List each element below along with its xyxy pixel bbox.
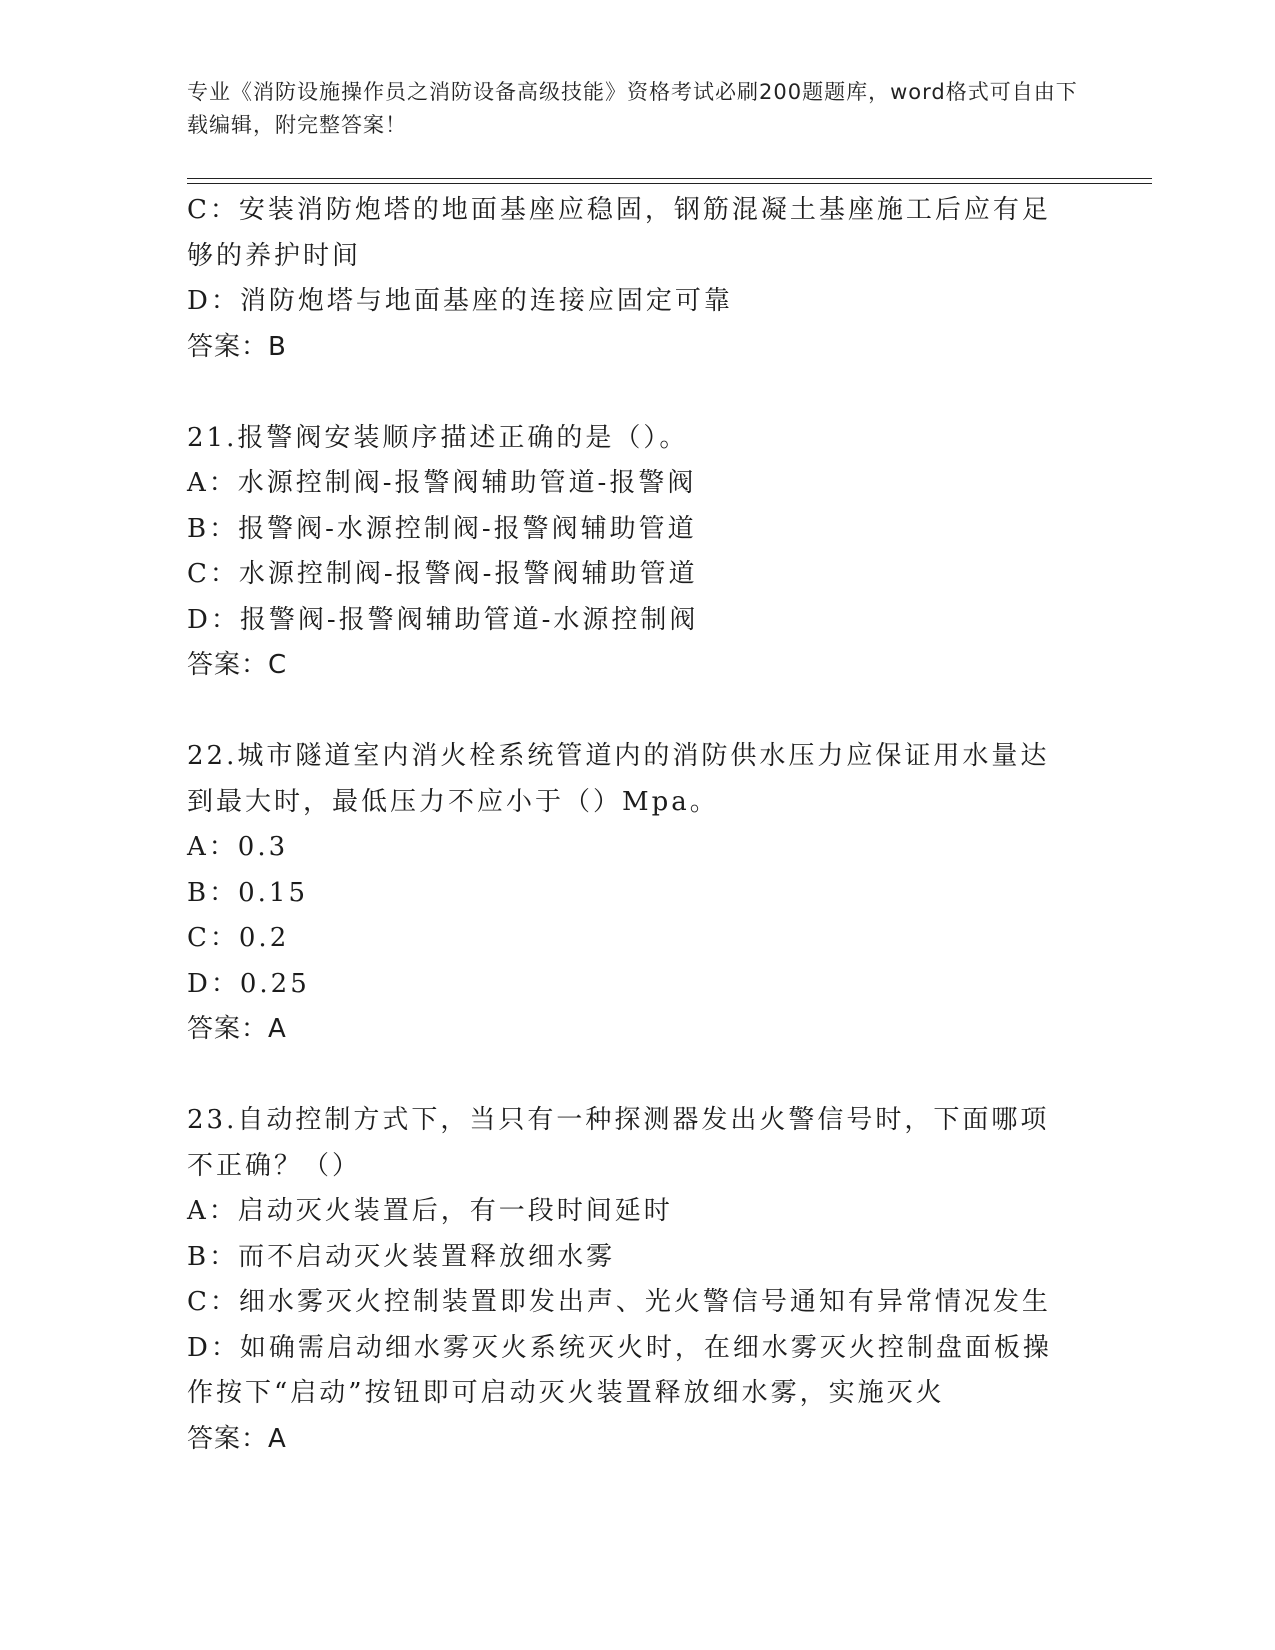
- q22-answer: 答案：A: [187, 1014, 287, 1044]
- q22-question: 22.城市隧道室内消火栓系统管道内的消防供水压力应保证用水量达到最大时，最低压力不应小于（）Mpa。: [187, 741, 1050, 817]
- q23-option-b: B：而不启动灭火装置释放细水雾: [187, 1241, 616, 1272]
- q21-question: 21.报警阀安装顺序描述正确的是（）。: [187, 422, 689, 453]
- spacer: [187, 689, 1077, 735]
- question-content: [187, 188, 1077, 1462]
- header-divider-bottom: [187, 183, 1152, 184]
- q23-option-c: C：细水雾灭火控制装置即发出声、光火警信号通知有异常情况发生: [187, 1287, 1051, 1317]
- q23-option-a: A：启动灭火装置后，有一段时间延时: [187, 1196, 673, 1226]
- q21-option-d: D：报警阀-报警阀辅助管道-水源控制阀: [187, 604, 699, 635]
- q22-option-a: A：0.3: [187, 832, 289, 862]
- spacer: [187, 370, 1077, 416]
- q22-option-c: C：0.2: [187, 923, 290, 953]
- page-header: 专业《消防设施操作员之消防设备高级技能》资格考试必刷200题题库，word格式可自由下载编辑，附完整答案！: [187, 80, 1078, 137]
- prev-option-d: D：消防炮塔与地面基座的连接应固定可靠: [187, 286, 733, 316]
- prev-option-c: C：安装消防炮塔的地面基座应稳固，钢筋混凝土基座施工后应有足够的养护时间: [187, 195, 1051, 271]
- q23-option-d: D：如确需启动细水雾灭火系统灭火时，在细水雾灭火控制盘面板操作按下“启动”按钮即可启动灭火装置释放细水雾，实施灭火: [187, 1332, 1052, 1408]
- q23-answer: 答案：A: [187, 1423, 287, 1454]
- prev-answer: 答案：B: [187, 331, 287, 362]
- q23-question: 23.自动控制方式下，当只有一种探测器发出火警信号时，下面哪项不正确？（）: [187, 1105, 1050, 1181]
- q22-option-b: B：0.15: [187, 877, 308, 908]
- spacer: [187, 1053, 1077, 1099]
- q21-answer: 答案：C: [187, 650, 288, 680]
- q21-option-c: C：水源控制阀-报警阀-报警阀辅助管道: [187, 559, 698, 589]
- header-divider-top: [187, 178, 1152, 179]
- q22-option-d: D：0.25: [187, 968, 310, 999]
- q21-option-b: B：报警阀-水源控制阀-报警阀辅助管道: [187, 513, 697, 544]
- q21-option-a: A：水源控制阀-报警阀辅助管道-报警阀: [187, 468, 697, 498]
